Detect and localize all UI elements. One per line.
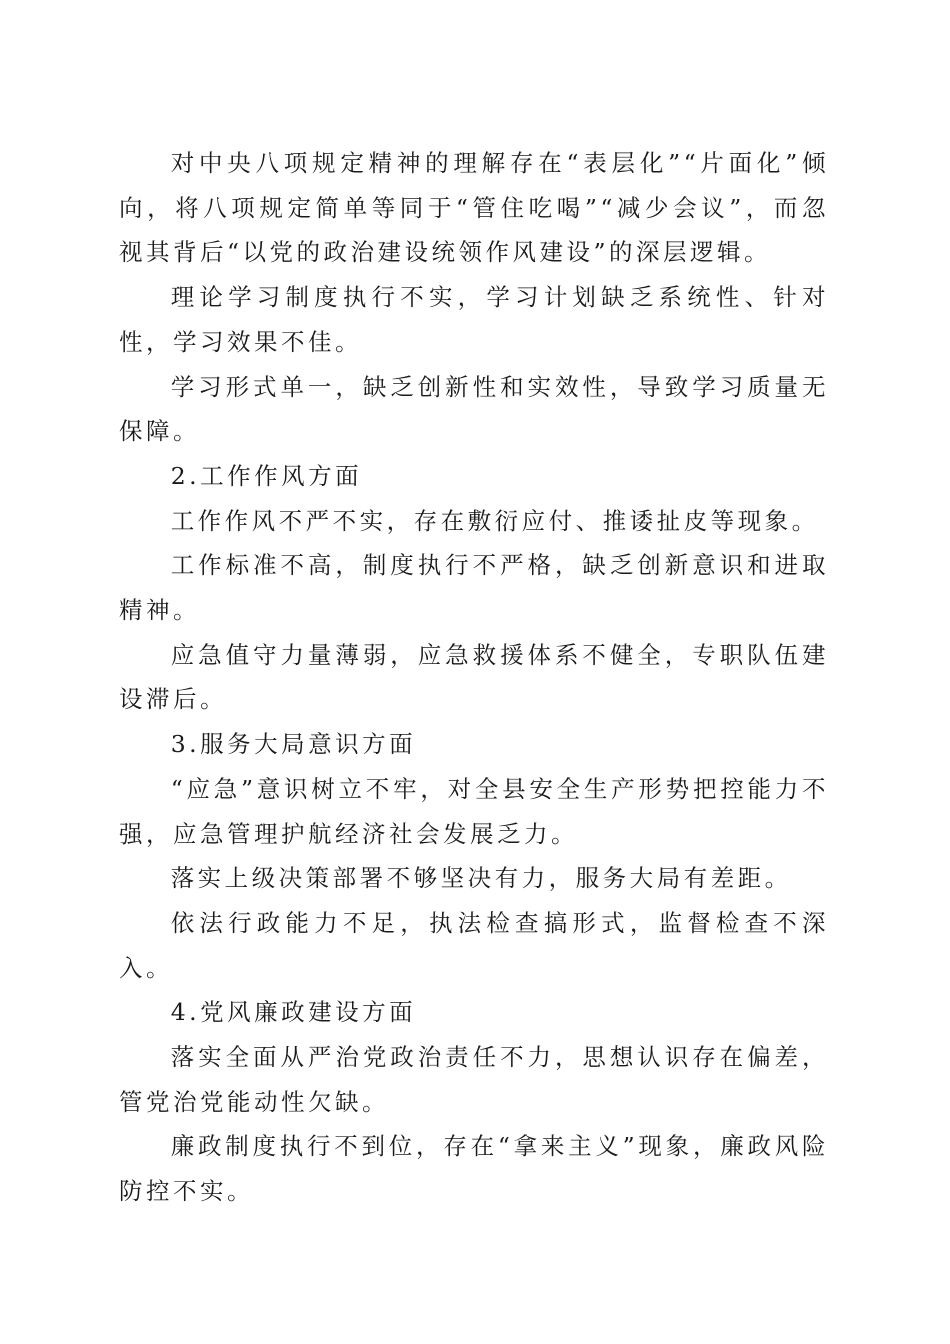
paragraph-law-enforcement: 依法行政能力不足，执法检查搞形式，监督检查不深入。	[119, 908, 829, 982]
paragraph-implementation: 落实上级决策部署不够坚决有力，服务大局有差距。	[170, 864, 792, 893]
section-heading-integrity: 4.党风廉政建设方面	[170, 998, 417, 1027]
paragraph-party-governance: 落实全面从严治党政治责任不力，思想认识存在偏差，管党治党能动性欠缺。	[119, 1043, 829, 1116]
paragraph-emergency-awareness: “应急”意识树立不牢，对全县安全生产形势把控能力不强，应急管理护航经济社会发展乏力。	[119, 774, 829, 848]
paragraph-theory-study: 理论学习制度执行不实，学习计划缺乏系统性、针对性，学习效果不佳。	[119, 283, 829, 356]
paragraph-study-form: 学习形式单一，缺乏创新性和实效性，导致学习质量无保障。	[119, 372, 829, 446]
paragraph-understanding-deviation: 对中央八项规定精神的理解存在“表层化”“片面化”倾向，将八项规定简单等同于“管住吃喝”“减少会议”，而忽视其背后“以党的政治建设统领作风建设”的深层逻辑。	[119, 149, 829, 267]
paragraph-work-style: 工作作风不严不实，存在敷衍应付、推诿扯皮等现象。	[170, 506, 819, 535]
section-heading-overall-awareness: 3.服务大局意识方面	[170, 730, 417, 759]
paragraph-integrity-system: 廉政制度执行不到位，存在“拿来主义”现象，廉政风险防控不实。	[119, 1132, 829, 1206]
document-body	[119, 141, 829, 1214]
paragraph-emergency-duty: 应急值守力量薄弱，应急救援体系不健全，专职队伍建设滞后。	[119, 640, 829, 714]
section-heading-work-style: 2.工作作风方面	[170, 461, 363, 490]
paragraph-work-standard: 工作标准不高，制度执行不严格，缺乏创新意识和进取精神。	[119, 551, 829, 625]
